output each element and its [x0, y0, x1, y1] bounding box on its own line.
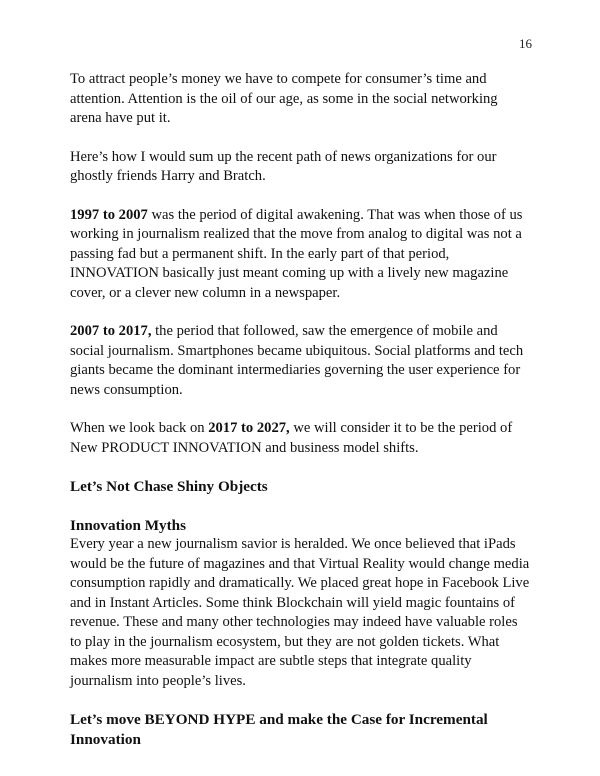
paragraph-product-innovation-post: we will consider it to be the period of New PRODUCT INNOVATION and business model shifts.: [70, 420, 513, 456]
paragraph-product-innovation: [70, 419, 532, 458]
paragraph-mobile-social-text: the period that followed, saw the emergence of mobile and social journalism. Smartphones became ubiquitous. Social platforms and tech giants became the dominant intermediaries governing the user experience for news consumption.: [70, 323, 524, 398]
page-number: 16: [519, 36, 532, 51]
paragraph-innovation-myths: Every year a new journalism savior is heralded. We once believed that iPads would be the future of magazines and that Virtual Reality would change media consumption rapidly and dramatically. We placed great hope in Facebook Live and in Instant Articles. Some think Blockchain will yield magic fountains of revenue. These and many other technologies may indeed have valuable roles to play in the journalism ecosystem, but they are not golden tickets. What makes more measurable impact are subtle steps that integrate quality journalism into people’s lives.: [70, 536, 530, 689]
period-2017-2027: 2017 to 2027,: [208, 420, 290, 436]
paragraph-digital-awakening-text: was the period of digital awakening. That was when those of us working in journalism realized that the move from analog to digital was not a passing fad but a permanent shift. In the early part of that period, INNOVATION basically just meant coming up with a lively new magazine cover, or a clever new column in a newspaper.: [70, 206, 523, 301]
paragraph-digital-awakening: [70, 206, 532, 304]
heading-shiny-objects: Let’s Not Chase Shiny Objects: [70, 478, 268, 495]
paragraph-summary-intro: Here’s how I would sum up the recent path of news organizations for our ghostly friends Harry and Bratch.: [70, 148, 497, 184]
period-1997-2007: 1997 to 2007: [70, 206, 148, 223]
paragraph-attention: To attract people’s money we have to compete for consumer’s time and attention. Attention is the oil of our age, as some in the social networking arena have put it.: [70, 71, 498, 126]
heading-innovation-myths: Innovation Myths: [70, 516, 187, 534]
heading-beyond-hype: Let’s move BEYOND HYPE and make the Case for Incremental Innovation: [70, 711, 488, 748]
paragraph-product-innovation-pre: When we look back on: [70, 420, 209, 436]
paragraph-mobile-social: [70, 322, 532, 400]
page-content: [70, 70, 532, 768]
period-2007-2017: 2007 to 2017,: [70, 323, 152, 339]
